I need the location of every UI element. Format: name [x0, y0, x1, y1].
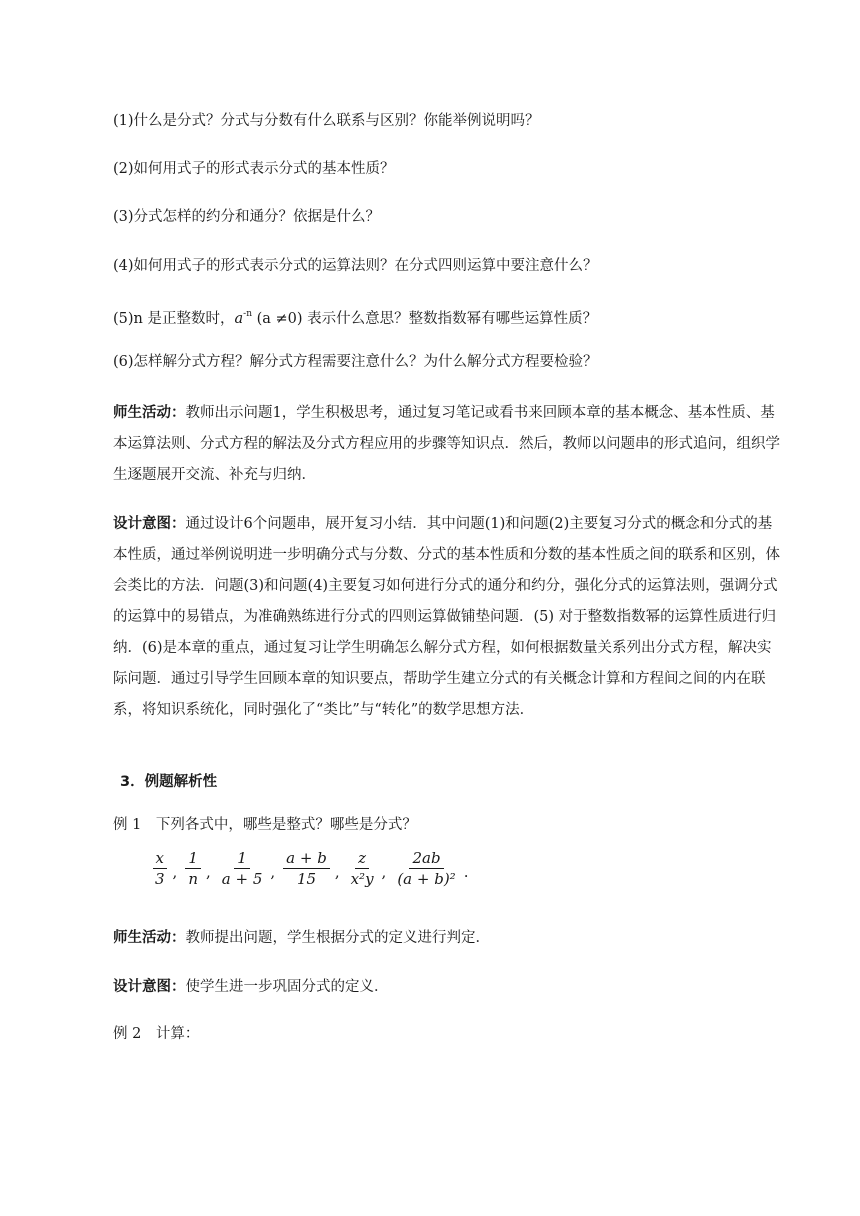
activity-label: 师生活动：	[113, 930, 186, 946]
activity-paragraph-2	[113, 926, 490, 947]
example-1: 例 1 下列各式中，哪些是整式？哪些是分式？	[113, 817, 417, 833]
fraction: $\frac{x}{3}$	[152, 848, 168, 889]
activity-text: 教师出示问题1，学生积极思考，通过复习笔记或看书来回顾本章的基本概念、基本性质、基本运算法则、分式方程的解法及分式方程应用的步骤等知识点．然后，教师以问题串的形式追问，组织学生逐题展开交流、补充与归纳．	[113, 405, 780, 483]
activity-paragraph-1	[113, 398, 781, 491]
question-6: (6)怎样解分式方程？解分式方程需要注意什么？为什么解分式方程要检验？	[113, 354, 598, 370]
question-5-exp: -n	[243, 309, 252, 319]
fraction: $\frac{1}{n}$	[185, 848, 201, 889]
question-5-condition: (a ≠0)	[252, 311, 308, 327]
fraction: $\frac{a + b}{15}$	[283, 848, 330, 889]
question-3: (3)分式怎样的约分和通分？依据是什么？	[113, 209, 381, 225]
design-text: 通过设计6个问题串，展开复习小结．其中问题(1)和问题(2)主要复习分式的概念和分式的基本性质，通过举例说明进一步明确分式与分数、分式的基本性质和分数的基本性质之间的联系和区别，体会类比的方法．问题(3)和问题(4)主要复习如何进行分式的通分和约分，强化分式的运算法则，强调分式的运算中的易错点，为准确熟练进行分式的四则运算做铺垫问题．(5) 对于整数指数幂的运算性质进行归纳．(6)是本章的重点，通过复习让学生明确怎么解分式方程，如何根据数量关系列出分式方程，解决实际问题．通过引导学生回顾本章的知识要点，帮助学生建立分式的有关概念计算和方程间之间的内在联系，将知识系统化，同时强化了“类比”与“转化”的数学思想方法．	[113, 516, 780, 718]
fraction-list: $\frac{x}{3}$ , $\frac{1}{n}$ , $\frac{1}{a + 5}$ , $\frac{a + b}{15}$ , $\frac{z}{\text{x²y}}$ , $\frac{2ab}{\text{(a + b)²}}$ .	[150, 843, 474, 893]
question-5	[113, 304, 597, 329]
design-paragraph-2	[113, 975, 389, 996]
section-heading: 3．例题解析性	[120, 774, 218, 790]
question-5-suffix: 表示什么意思？整数指数幂有哪些运算性质？	[307, 311, 598, 327]
question-2: (2)如何用式子的形式表示分式的基本性质？	[113, 161, 395, 177]
design-label: 设计意图：	[113, 516, 186, 532]
design-label: 设计意图：	[113, 979, 186, 995]
activity-text: 教师提出问题，学生根据分式的定义进行判定．	[185, 930, 490, 946]
question-4: (4)如何用式子的形式表示分式的运算法则？在分式四则运算中要注意什么？	[113, 258, 598, 274]
question-5-base: a	[234, 311, 244, 327]
example-2: 例 2 计算：	[113, 1026, 200, 1042]
question-1: (1)什么是分式？分式与分数有什么联系与区别？你能举例说明吗？	[113, 113, 540, 129]
fraction: $\frac{2ab}{\text{(a + b)²}}$	[397, 848, 456, 888]
design-paragraph-1	[113, 509, 781, 726]
design-text: 使学生进一步巩固分式的定义．	[185, 979, 389, 995]
fraction: $\frac{z}{\text{x²y}}$	[350, 848, 374, 888]
fraction: $\frac{1}{a + 5}$	[221, 848, 263, 888]
activity-label: 师生活动：	[113, 405, 186, 421]
question-5-prefix: (5)n 是正整数时，	[113, 311, 235, 327]
